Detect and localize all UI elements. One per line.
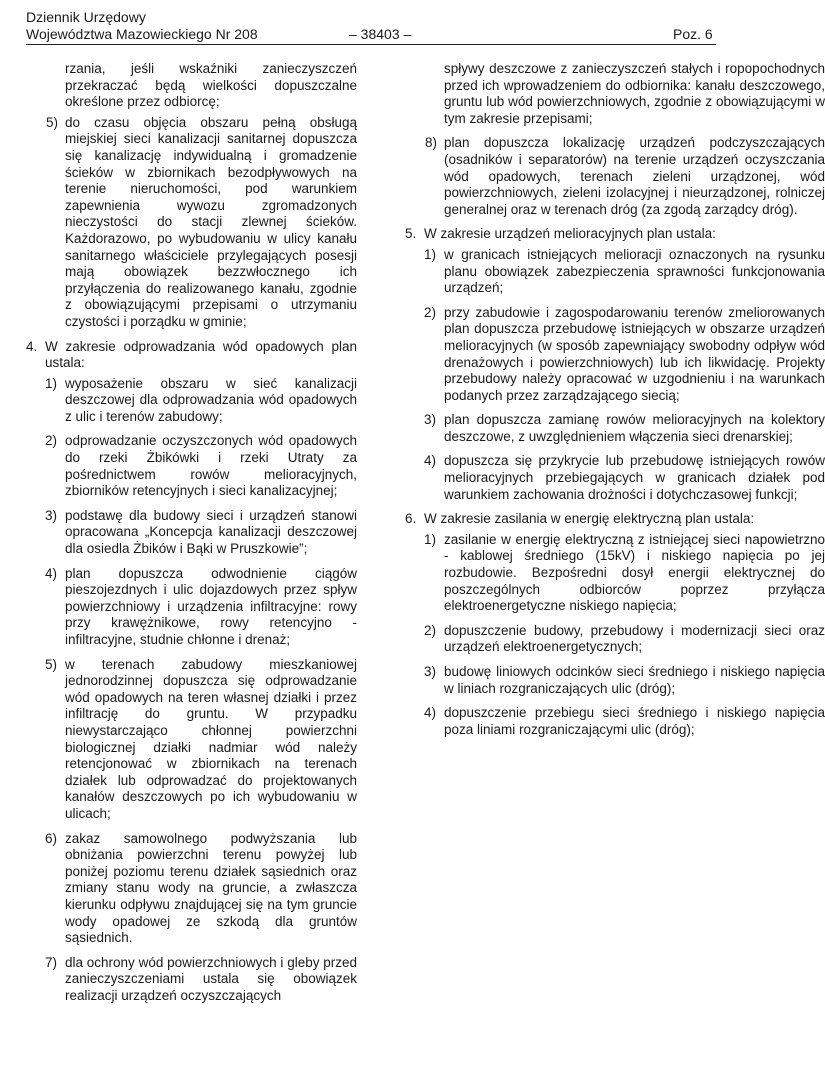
item-text: dopuszcza się przykrycie lub przebudowę istniejących rowów melioracyjnych przebiegających w granicach działek pod warunkiem zachowania drożności i dotychczasowej funkcji; (444, 453, 825, 502)
list-item (45, 566, 357, 649)
list-item (424, 664, 825, 697)
list-item (424, 705, 825, 738)
section-number: 4. (26, 338, 38, 354)
item-text: dla ochrony wód powierzchniowych i gleby przed zanieczyszczeniami ustala się obowiązek realizacji urządzeń oczyszczających (65, 954, 357, 1003)
list-item (424, 247, 825, 297)
item-number: 2) (424, 622, 437, 638)
header-rule (26, 44, 716, 45)
section-text: W zakresie zasilania w energię elektryczną plan ustala: (424, 511, 755, 527)
journal-title: Dziennik Urzędowy (26, 9, 146, 25)
item-text: dopuszczenie przebiegu sieci średniego i niskiego napięcia poza liniami rozgraniczającymi ulic (dróg); (444, 705, 825, 737)
item-text: spływy deszczowe z zanieczyszczeń stałych i ropopochodnych przed ich wprowadzeniem do odbiornika: kanału deszczowego, gruntu lub wód powierzchniowych, zgodnie z obowiązującymi w tym zakresie przepisami; (444, 61, 825, 126)
item-text: w terenach zabudowy mieszkaniowej jednorodzinnej dopuszcza się odprowadzanie wód opadowych na teren własnej działki i przez infiltrację do gruntu. W przypadku niewystarczająco chłonnej powierzchni biologicznej działki nadmiar wód należy retencjonować w zbiornikach na terenach działek lub odprowadzać do projektowanych kanałów deszczowych po ich wybudowaniu w ulicach; (65, 656, 357, 821)
item-number: 5) (45, 656, 58, 672)
item-text: wyposażenie obszaru w sieć kanalizacji deszczowej dla odprowadzania wód opadowych z ulic i terenów zabudowy; (65, 375, 357, 424)
section-5 (405, 226, 825, 503)
item-text: zakaz samowolnego podwyższania lub obniżania powierzchni terenu powyżej lub poniżej poziomu terenu działek sąsiednich oraz zmiany stanu wody na gruncie, a zwłaszcza kierunku odpływu znajdującej się na tym gruncie wody opadowej ze szkodą dla gruntów sąsiednich. (65, 830, 357, 946)
list-item (45, 376, 357, 426)
journal-subtitle: Województwa Mazowieckiego Nr 208 (26, 26, 258, 42)
left-column (26, 61, 357, 1008)
item-number: 4) (45, 565, 58, 581)
item-text: plan dopuszcza odwodnienie ciągów pieszojezdnych i ulic dojazdowych przez spływ powierzchniowy i urządzenia infiltracyjne: rowy przy krawężnikowe, rowy retencyjno - infiltracyjne, studnie chłonne i drenaż; (65, 565, 357, 647)
item-text: rzania, jeśli wskaźniki zanieczyszczeń przekraczać będą wielkości dopuszczalne określone przez odbiorcę; (65, 61, 357, 110)
item-number: 3) (45, 507, 58, 523)
list-item (424, 412, 825, 445)
page-number: – 38403 – (349, 26, 412, 42)
item-number: 3) (424, 664, 437, 679)
continued-item (405, 61, 825, 127)
list-item (45, 831, 357, 947)
position-number: Poz. 6 (673, 26, 713, 42)
list-item (45, 433, 357, 499)
section-number: 6. (405, 511, 417, 527)
continued-item (26, 61, 357, 111)
item-number: 2) (45, 433, 58, 449)
section-6 (405, 511, 825, 738)
section-4 (26, 339, 357, 1005)
section-items (26, 376, 357, 1005)
item-number: 1) (424, 246, 437, 262)
list-item (45, 955, 357, 1005)
item-number: 2) (424, 304, 437, 320)
list-item (424, 305, 825, 405)
item-number: 7) (45, 954, 58, 970)
list-item (424, 623, 825, 656)
list-item (26, 115, 357, 331)
list-item (424, 453, 825, 503)
item-text: plan dopuszcza lokalizację urządzeń podczyszczających (osadników i separatorów) na terenie urządzeń oczyszczania wód opadowych, terenach zieleni urządzonej, wód powierzchniowych, zieleni izolacyjnej i nieurządzonej, rolniczej generalnej oraz w terenach dróg (za zgodą zarządcy dróg). (444, 135, 825, 217)
right-column (405, 61, 825, 742)
section-text: W zakresie urządzeń melioracyjnych plan ustala: (424, 226, 716, 242)
section-number: 5. (405, 226, 417, 242)
section-text: W zakresie odprowadzania wód opadowych plan ustala: (45, 338, 357, 371)
item-text: dopuszczenie budowy, przebudowy i modernizacji sieci oraz urządzeń elektroenergetycznych; (444, 622, 825, 655)
list-item (45, 657, 357, 823)
item-number: 1) (424, 531, 437, 547)
item-text: budowę liniowych odcinków sieci średniego i niskiego napięcia w liniach rozgraniczających ulic (dróg); (444, 664, 825, 696)
item-number: 4) (424, 705, 437, 721)
list-item (405, 135, 825, 218)
item-text: w granicach istniejących melioracji oznaczonych na rysunku planu obowiązek zabezpieczenia sprawności funkcjonowania urządzeń; (444, 246, 825, 296)
item-number: 5) (46, 114, 59, 130)
item-number: 6) (45, 830, 58, 846)
section-items (405, 532, 825, 739)
item-number: 4) (424, 453, 437, 469)
item-number: 8) (425, 135, 438, 151)
item-number: 1) (45, 375, 58, 391)
page-header (26, 6, 716, 46)
item-text: zasilanie w energię elektryczną z istniejącej sieci napowietrzno - kablowej średniego (15kV) i niskiego napięcia po jej rozbudowie. Bezpośredni dosył energii elektrycznej do poszczególnych odbiorców poprzez przyłącza elektroenergetyczne niskiego napięcia; (444, 531, 825, 614)
section-items (405, 247, 825, 503)
item-text: przy zabudowie i zagospodarowaniu terenów zmeliorowanych plan dopuszcza przebudowę istniejących w obszarze urządzeń melioracyjnych (w sposób zapewniający swobodny odpływ wód drenażowych i powierzchniowych) lub ich likwidację. Projekty przebudowy należy opracować w uzgodnieniu i na warunkach podanych przez zarządzającego siecią; (444, 304, 825, 403)
list-item (424, 532, 825, 615)
item-text: plan dopuszcza zamianę rowów melioracyjnych na kolektory deszczowe, z uwzględnieniem włączenia sieci drenarskiej; (444, 412, 825, 444)
item-number: 3) (424, 412, 437, 428)
item-text: podstawę dla budowy sieci i urządzeń stanowi opracowana „Koncepcja kanalizacji deszczowej dla osiedla Żbików i Bąki w Pruszkowie”; (65, 507, 357, 557)
list-item (45, 508, 357, 558)
item-text: do czasu objęcia obszaru pełną obsługą miejskiej sieci kanalizacji sanitarnej dopuszcza się kanalizację indywidualną i gromadzenie ścieków w zbiornikach bezodpływowych na terenie nieruchomości, pod warunkiem zapewnienia wywozu zgromadzonych nieczystości do stacji zlewnej ścieków. Każdorazowo, po wybudowaniu w ulicy kanału sanitarnego właściciele przylegających posesji mają obowiązek bezzwłocznego ich przyłączenia do realizowanego kanału, zgodnie z obowiązującymi przepisami o utrzymaniu czystości i porządku w gminie; (65, 114, 357, 329)
item-text: odprowadzanie oczyszczonych wód opadowych do rzeki Żbikówki i rzeki Utraty za pośrednictwem rowów melioracyjnych, zbiorników retencyjnych i sieci kanalizacyjnej; (65, 433, 357, 499)
